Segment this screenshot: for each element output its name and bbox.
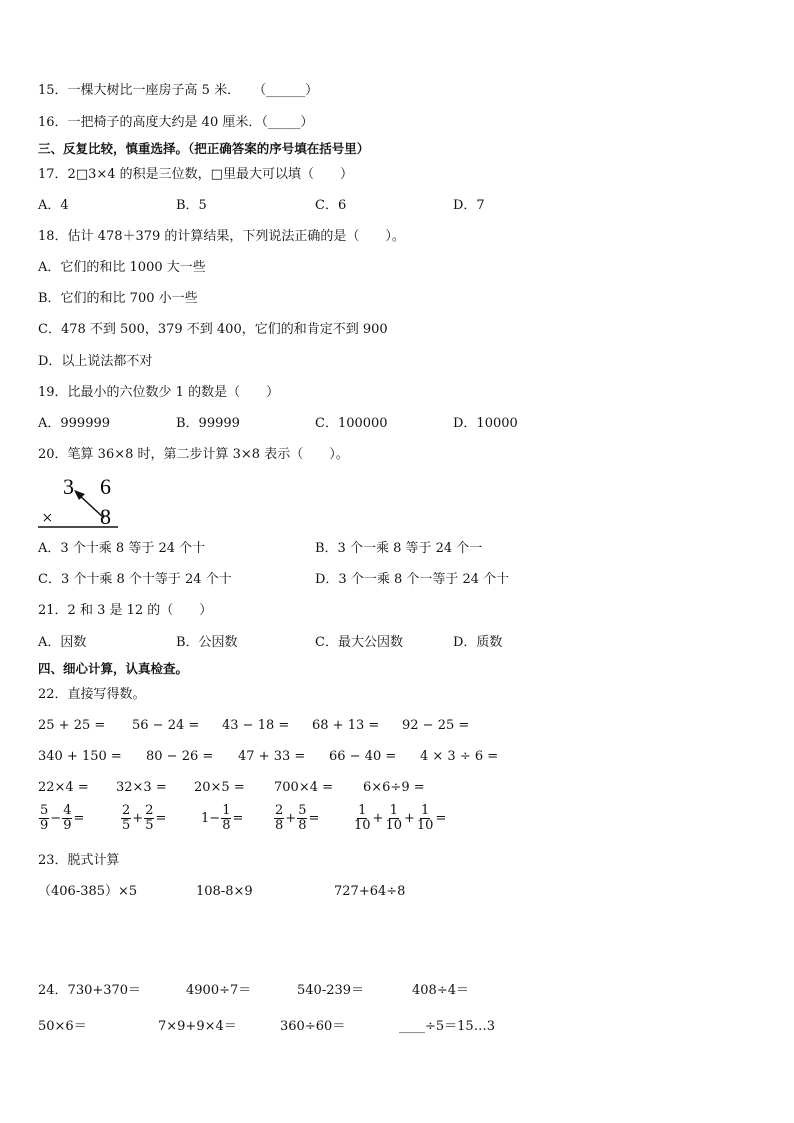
q19-option-b: B．99999 <box>176 416 240 431</box>
q24-r2-c1: 50×6＝ <box>38 1019 87 1034</box>
multiply-sign: × <box>42 508 53 529</box>
q21-option-a: A．因数 <box>38 635 87 650</box>
q20-option-b: B．3 个一乘 8 等于 24 个一 <box>315 541 483 556</box>
q22-r1-c1: 25 + 25 = <box>38 718 106 733</box>
question-16: 16．一把椅子的高度大约是 40 厘米．（_____） <box>38 115 314 130</box>
q17-option-b: B．5 <box>176 198 207 213</box>
q17-option-d: D．7 <box>453 198 485 213</box>
q22-r3-c1: 22×4 = <box>38 780 89 795</box>
q22-fraction-2: 2 5 + $\frac{2}{5}$ = <box>122 803 167 833</box>
q24-r1-c3: 540-239＝ <box>297 983 365 998</box>
question-21: 21．2 和 3 是 12 的（ ） <box>38 603 213 618</box>
q22-r1-c2: 56 − 24 = <box>132 718 200 733</box>
digit-three: 3 <box>63 474 74 499</box>
q22-fraction-4: 2 8 + $\frac{5}{8}$ = <box>275 803 320 833</box>
q23-item-2: 108-8×9 <box>196 884 253 899</box>
q24-r2-c2: 7×9+9×4＝ <box>158 1019 237 1034</box>
q20-option-a: A．3 个十乘 8 等于 24 个十 <box>38 541 206 556</box>
q22-r2-c1: 340 + 150 = <box>38 749 122 764</box>
q24-r1-c1: 24．730+370＝ <box>38 983 142 998</box>
q22-r1-c4: 68 + 13 = <box>312 718 380 733</box>
question-17: 17．2□3×4 的积是三位数，□里最大可以填（ ） <box>38 167 353 182</box>
q22-r2-c3: 47 + 33 = <box>238 749 306 764</box>
q17-option-c: C．6 <box>315 198 347 213</box>
q22-r3-c3: 20×5 = <box>194 780 245 795</box>
q24-r2-c4: ____÷5＝15…3 <box>399 1019 495 1034</box>
question-20: 20．笔算 36×8 时，第二步计算 3×8 表示（ ）。 <box>38 447 349 462</box>
q22-fraction-5: 1 10 + $\frac{1}{10}$ + $\frac{1}{10}$ = <box>354 803 447 833</box>
q22-fraction-1: 5 9 − $\frac{4}{9}$ = <box>40 803 85 833</box>
q18-option-a: A．它们的和比 1000 大一些 <box>38 260 206 275</box>
digit-six: 6 <box>100 474 111 499</box>
q23-item-1: （406-385）×5 <box>38 884 138 899</box>
question-15: 15．一棵大树比一座房子高 5 米． （______） <box>38 83 319 98</box>
section-4-heading: 四、细心计算，认真检查。 <box>38 661 189 676</box>
q20-option-c: C．3 个十乘 8 个十等于 24 个十 <box>38 572 232 587</box>
q22-r2-c4: 66 − 40 = <box>329 749 397 764</box>
q21-option-c: C．最大公因数 <box>315 635 403 650</box>
q22-r3-c4: 700×4 = <box>274 780 334 795</box>
q19-option-c: C．100000 <box>315 416 388 431</box>
q18-option-c: C．478 不到 500，379 不到 400，它们的和肯定不到 900 <box>38 322 388 337</box>
question-22: 22．直接写得数。 <box>38 687 146 702</box>
q21-option-b: B．公因数 <box>176 635 238 650</box>
question-19: 19．比最小的六位数少 1 的数是（ ） <box>38 385 280 400</box>
q24-r2-c3: 360÷60＝ <box>280 1019 346 1034</box>
q19-option-d: D．10000 <box>453 416 518 431</box>
q23-item-3: 727+64÷8 <box>334 884 406 899</box>
q24-r1-c2: 4900÷7＝ <box>186 983 252 998</box>
vertical-multiplication-diagram <box>36 474 126 530</box>
q17-option-a: A．4 <box>38 198 69 213</box>
q22-r2-c5: 4 × 3 ÷ 6 = <box>420 749 499 764</box>
question-23: 23．脱式计算 <box>38 853 120 868</box>
q21-option-d: D．质数 <box>453 635 503 650</box>
digit-eight: 8 <box>100 504 111 529</box>
q24-r1-c4: 408÷4＝ <box>412 983 469 998</box>
q18-option-d: D．以上说法都不对 <box>38 354 153 369</box>
question-18: 18．估计 478＋379 的计算结果，下列说法正确的是（ ）。 <box>38 229 405 244</box>
q22-r2-c2: 80 − 26 = <box>146 749 214 764</box>
q22-r1-c3: 43 − 18 = <box>222 718 290 733</box>
q20-option-d: D．3 个一乘 8 个一等于 24 个十 <box>315 572 510 587</box>
q22-r3-c2: 32×3 = <box>116 780 167 795</box>
section-3-heading: 三、反复比较，慎重选择。（把正确答案的序号填在括号里） <box>38 141 370 156</box>
q18-option-b: B．它们的和比 700 小一些 <box>38 291 198 306</box>
q22-r1-c5: 92 − 25 = <box>402 718 470 733</box>
q22-fraction-3: 1 − $\frac{1}{8}$ = <box>201 803 244 833</box>
q22-r3-c5: 6×6÷9 = <box>363 780 425 795</box>
q19-option-a: A．999999 <box>38 416 111 431</box>
